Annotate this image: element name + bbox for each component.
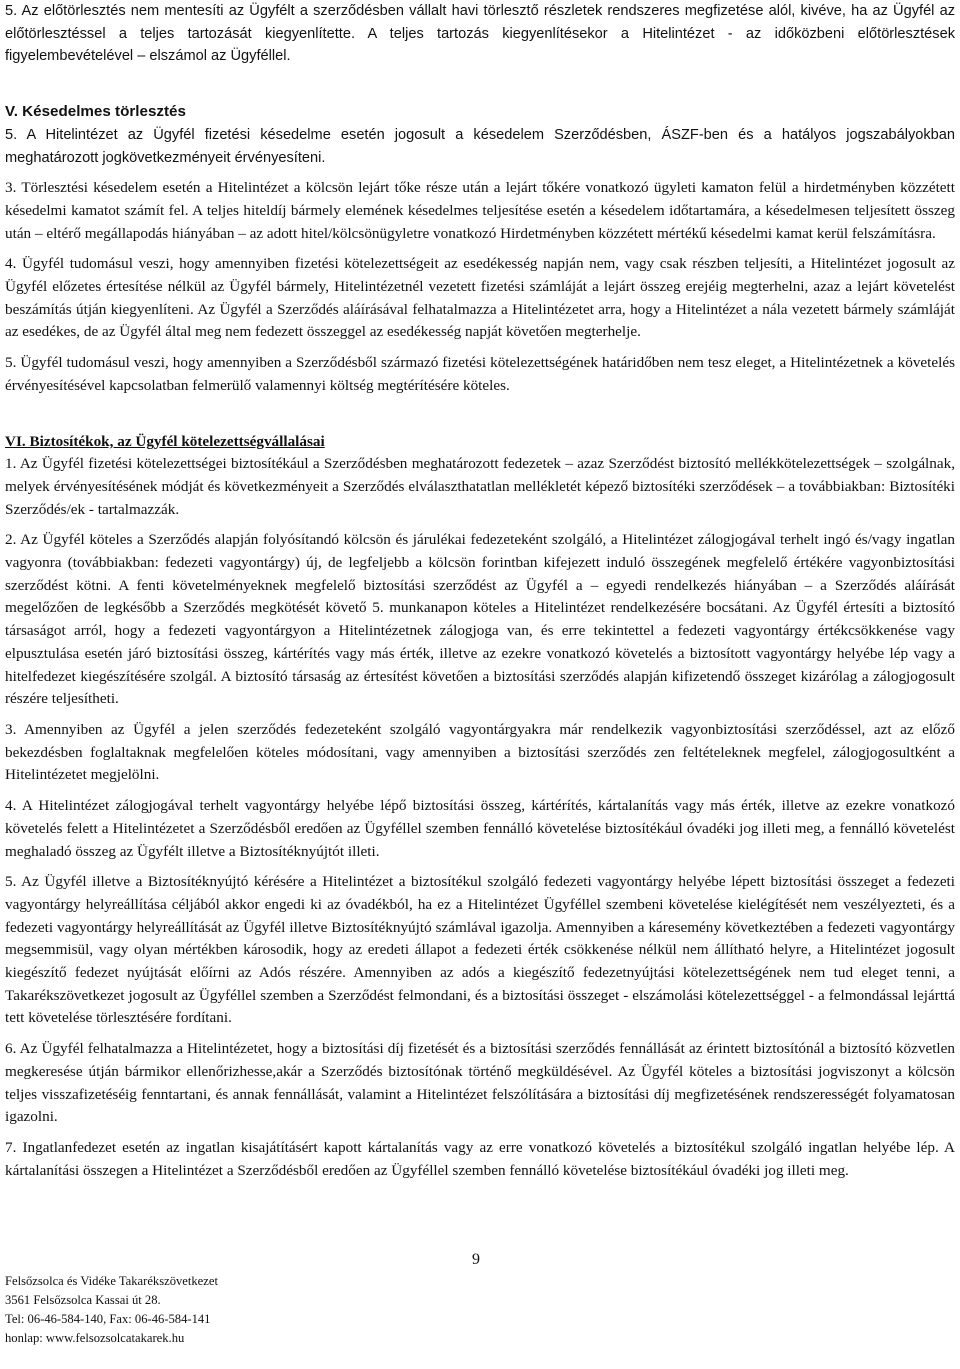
paragraph-collateral-5: 5. Az Ügyfél illetve a Biztosítéknyújtó kérésére a Hitelintézet a biztosítékul szolgáló fedezeti vagyontárgy helyébe lépett biztosítási összeget a fedezeti vagyontárgy helyreállítása céljából akkor engedi ki az óvadékból, ha ez a Hitelintézet Ügyféllel szembeni követelése kielégítését nem veszélyezteti, és a fedezeti vagyontárgy helyreállítását az Ügyfél illetve Biztosítéknyújtó számlával igazolja. Amennyiben a káresemény következtében a fedezeti vagyontárgy megsemmisül, vagy olyan mértékben károsodik, hogy az eredeti állapot a fedezeti érték csökkenése nélkül nem állítható helyre, a Hitelintézet jogosult kiegészítő fedezet nyújtását előírni az Adós részére. Amennyiben az adós a kiegészítő fedezetnyújtási kötelezettségének nem tud eleget tenni, a Takarékszövetkezet jogosult az Ügyféllel szemben a Szerződést felmondani, és a biztosítási összeget - elszámolási kötelezettséggel - a felmondással lejárttá tett követelése törlesztésére fordítani. <box>5 873 955 1027</box>
paragraph-collateral-6: 6. Az Ügyfél felhatalmazza a Hitelintézetet, hogy a biztosítási díj fizetését és a biztosítási szerződés fennállását az érintett biztosítónál a biztosító közvetlen megkeresése útján bármikor ellenőrizhesse,akár a Szerződés biztosítónak történő megküldésével. Az Ügyfél köteles a biztosítási jogviszonyt a kölcsön teljes visszafizetéséig fenntartani, és annak fennállását, valamint a Hitelintézet felszólítására a biztosítási díj megfizetésének rendszerességét folyamatosan igazolni. <box>5 1040 955 1126</box>
section-heading-late-payment: V. Késedelmes törlesztés <box>5 103 186 121</box>
paragraph-collateral-2: 2. Az Ügyfél köteles a Szerződés alapján folyósítandó kölcsön és járulékai fedezeteként szolgáló, a Hitelintézet zálogjogával terhelt ingó és/vagy ingatlan vagyonra (továbbiakban: fedezeti vagyontárgy) új, de legfeljebb a kölcsön forintban kifejezett induló összegének megfelelő értékére vagyonbiztosítási szerződést kötni. A fenti követelményeknek megfelelő biztosítási szerződést az Ügyfél a – egyedi rendelkezés hiányában – a Szerződés aláírását megelőzően de legkésőbb a Szerződés megkötését követő 5. munkanapon köteles a Hitelintézet rendelkezésére bocsátani. Az Ügyfél értesíti a biztosító társaságot arról, hogy a fedezeti vagyontárgyon a Hitelintézetnek zálogjoga van, és erre tekintettel a fedezeti vagyontárgy értékcsökkenése vagy elpusztulása esetén járó biztosítási összeg, kártérítés vagy más érték, illetve az ezekre vonatkozó követelés a biztosított vagyontárgy helyébe lép vagy a hitelfedezet kiegészítésére szolgál. A biztosító társaság az értesítést követően a biztosítási szerződés alapján kifizetendő összeget kizárólag a zálogjogosult részére teljesítheti. <box>5 531 955 708</box>
footer <box>5 1272 218 1348</box>
paragraph-late-3: 3. Törlesztési késedelem esetén a Hitelintézet a kölcsön lejárt tőke része után a lejárt tőkére vonatkozó ügyleti kamaton felül a hirdetményben közzétett késedelmi kamatot számít fel. A teljes hiteldíj bármely elemének késedelmes teljesítése esetén a késedelem időtartamára, a késedelmesen teljesített összeg után – eltérő megállapodás hiányában – az adott hitel/kölcsönügyletre vonatkozó Hirdetményben közzétett mértékű késedelmi kamat kerül felszámításra. <box>5 179 955 242</box>
footer-phone-fax: Tel: 06-46-584-140, Fax: 06-46-584-141 <box>5 1312 211 1326</box>
paragraph-late-5: 5. A Hitelintézet az Ügyfél fizetési késedelme esetén jogosult a késedelem Szerződésben, ÁSZF-ben és a hatályos jogszabályokban meghatározott jogkövetkezményeit érvényesíteni. <box>5 126 955 166</box>
footer-website: honlap: www.felsozsolcatakarek.hu <box>5 1331 185 1345</box>
footer-address: 3561 Felsőzsolca Kassai út 28. <box>5 1293 161 1307</box>
paragraph-collateral-4: 4. A Hitelintézet zálogjogával terhelt vagyontárgy helyébe lépő biztosítási összeg, kártérítés, kártalanítás vagy más érték, illetve az ezekre vonatkozó követelés felett a Hitelintézetet a Szerződésből eredően az Ügyféllel szemben fennálló követelése biztosítékául óvadéki jog illeti meg, a fennálló követelést meghaladó összeg az Ügyfélt illetve a Biztosítéknyújtót illeti. <box>5 797 955 860</box>
page-number: 9 <box>472 1251 480 1268</box>
paragraph-late-5b: 5. Ügyfél tudomásul veszi, hogy amennyiben a Szerződésből származó fizetési kötelezettségének határidőben nem tesz eleget, a Hitelintézetnek a követelés érvényesítésével kapcsolatban felmerülő valamennyi költség megtérítésére köteles. <box>5 354 955 394</box>
footer-company-name: Felsőzsolca és Vidéke Takarékszövetkezet <box>5 1274 218 1288</box>
paragraph-late-4: 4. Ügyfél tudomásul veszi, hogy amennyiben fizetési kötelezettségeit az esedékesség napján nem, vagy csak részben teljesíti, a Hitelintézet jogosult az Ügyfél előzetes értesítése nélkül az Ügyfél bármely, Hitelintézetnél vezetett fizetési számláját a lejárt összeg erejéig megterhelni, azaz a lejárt követelést beszámítás útján kiegyenlíteni. Az Ügyfél a Szerződés aláírásával felhatalmazza a Hitelintézetet arra, hogy a Hitelintézet a nála vezetett bármely számláját az esedékes, de az Ügyfél által meg nem fedezett összeggel az esedékesség napját követően megterhelje. <box>5 255 955 341</box>
section-heading-collateral: VI. Biztosítékok, az Ügyfél kötelezettségvállalásai <box>5 432 325 450</box>
document-page <box>5 0 955 1182</box>
paragraph-collateral-1: 1. Az Ügyfél fizetési kötelezettségei biztosítékául a Szerződésben meghatározott fedezetek – azaz Szerződést biztosító mellékkötelezettségek – szolgálnak, melyek érvényesítésének módját és következményeit a Szerződés elválaszthatatlan mellékletét képező biztosítéki szerződések – a továbbiakban: Biztosítéki Szerződés/ek - tartalmazzák. <box>5 455 955 518</box>
paragraph-collateral-3: 3. Amennyiben az Ügyfél a jelen szerződés fedezeteként szolgáló vagyontárgyakra már rendelkezik vagyonbiztosítási szerződéssel, azt az előző bekezdésben foglaltaknak megfelelően köteles módosítani, vagy amennyiben a biztosítási szerződés zen feltételeknek megfelel, zálogjogosultként a Hitelintézetet megjelölni. <box>5 720 955 784</box>
paragraph-collateral-7: 7. Ingatlanfedezet esetén az ingatlan kisajátításért kapott kártalanítás vagy az erre vonatkozó követelés a biztosítékul szolgáló ingatlan helyébe lép. A kártalanítási összegen a Hitelintézet a Szerződésből eredően az Ügyféllel szemben fennálló követelése biztosítékául óvadéki jog illeti meg. <box>5 1138 955 1179</box>
paragraph-prepayment-5: 5. Az előtörlesztés nem mentesíti az Ügyfélt a szerződésben vállalt havi törlesztő részletek rendszeres megfizetése alól, kivéve, ha az Ügyfél az előtörlesztéssel a teljes tartozását kiegyenlítette. A teljes tartozás kiegyenlítésekor a Hitelintézet - az időközbeni előtörlesztések figyelembevételével – elszámol az Ügyféllel. <box>5 3 955 65</box>
section-collateral <box>5 431 955 1183</box>
section-late-payment <box>5 101 955 397</box>
